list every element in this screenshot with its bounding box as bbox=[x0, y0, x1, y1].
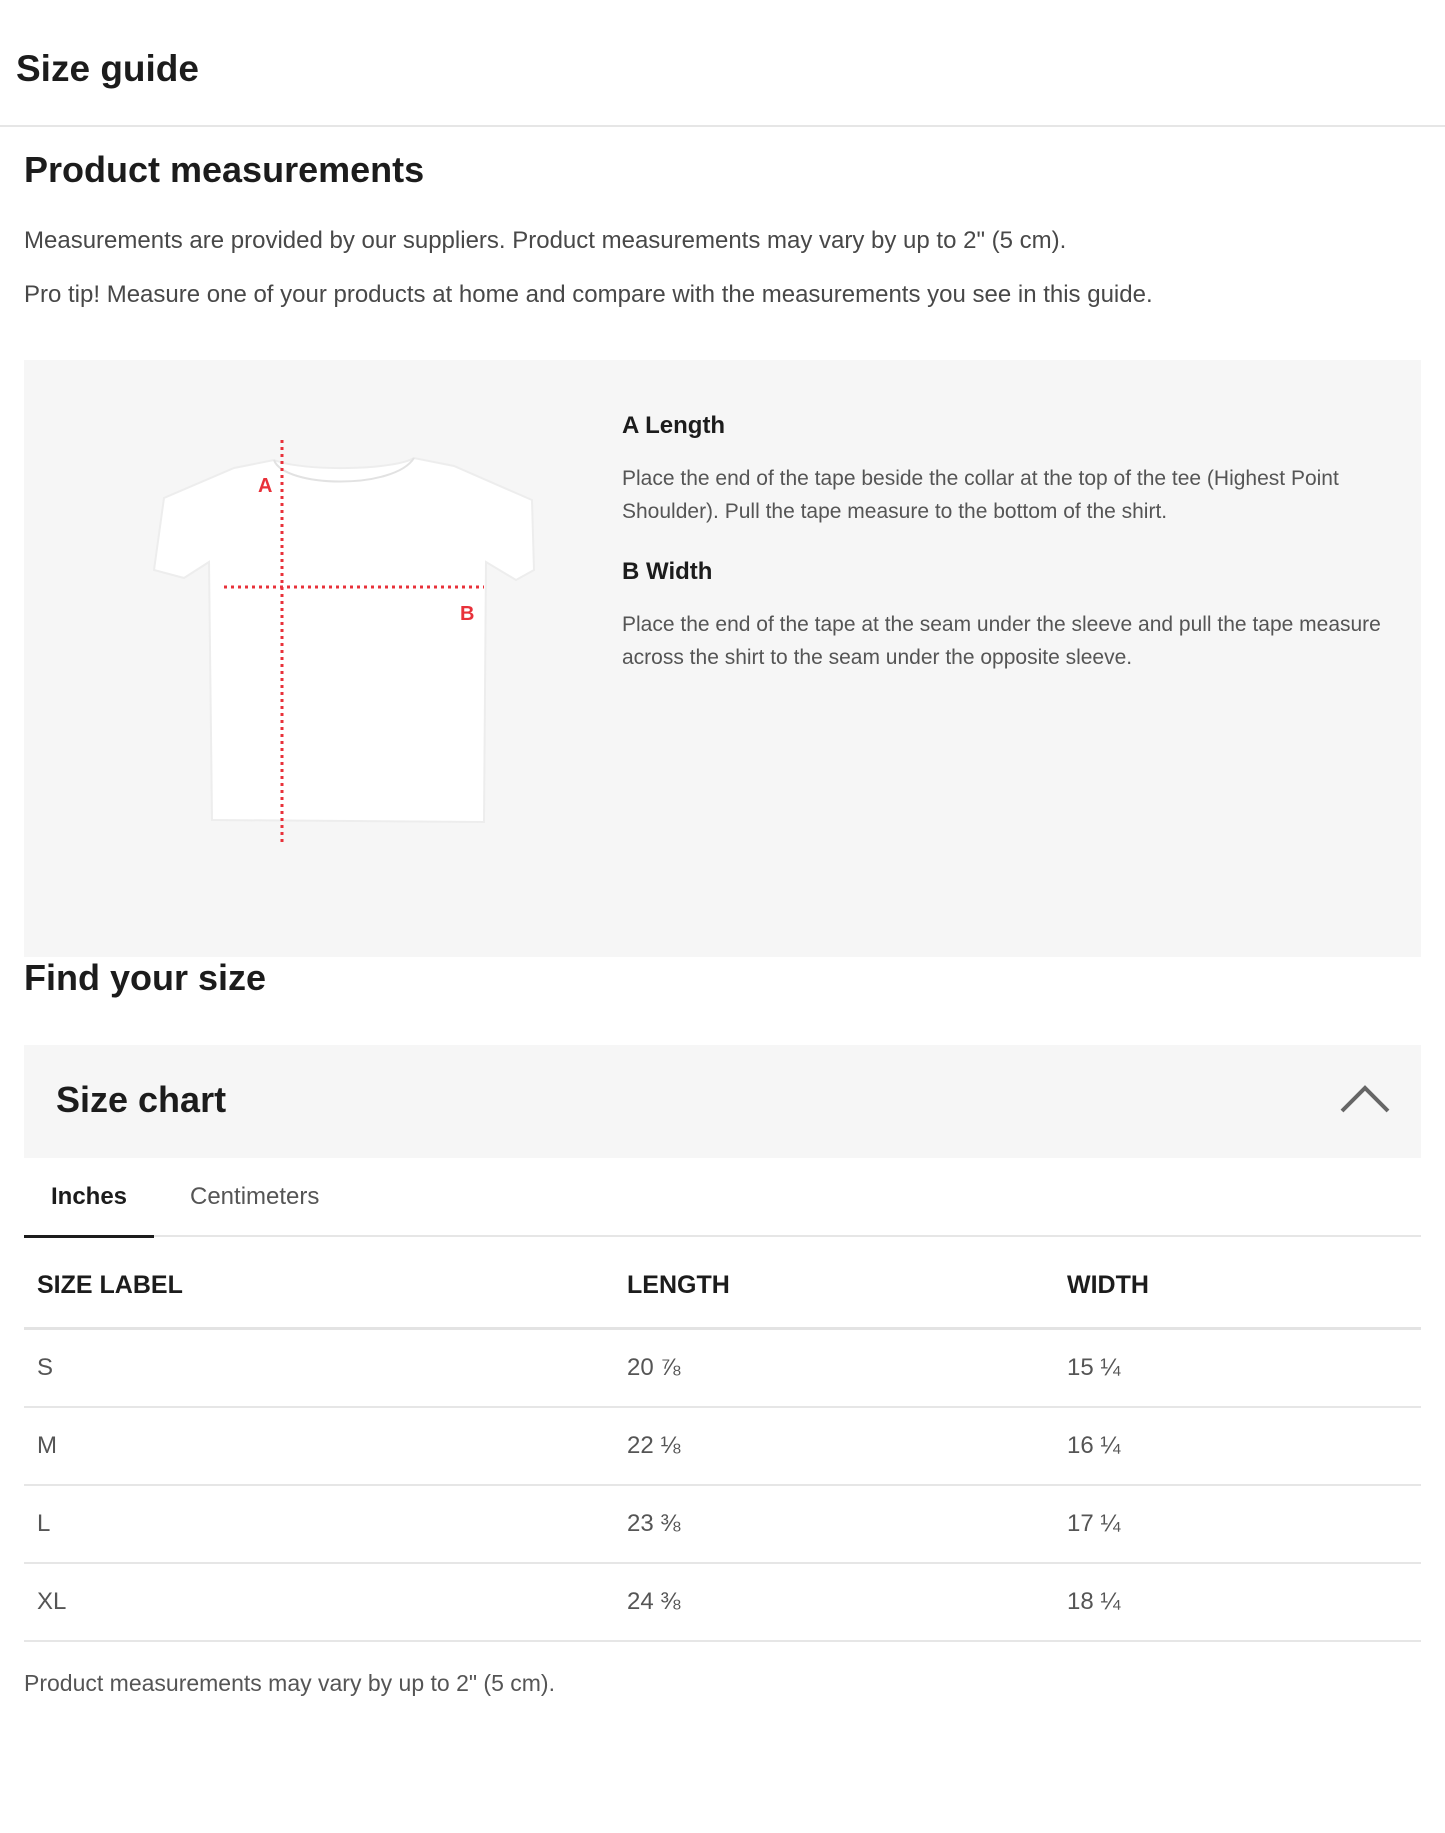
size-chart-title: Size chart bbox=[56, 1079, 227, 1120]
page-header bbox=[0, 0, 1445, 127]
main-content bbox=[0, 127, 1445, 1697]
table-row bbox=[24, 1485, 1421, 1563]
length-cell: 23 ⅜ bbox=[614, 1485, 1054, 1563]
tab-inches[interactable]: Inches bbox=[24, 1183, 154, 1238]
width-description: Place the end of the tape at the seam under the sleeve and pull the tape measure across the shirt to the seam under the opposite sleeve. bbox=[622, 613, 1381, 669]
find-your-size-title: Find your size bbox=[24, 957, 267, 998]
table-row bbox=[24, 1563, 1421, 1641]
marker-a: A bbox=[258, 475, 273, 497]
pro-tip-text: Pro tip! Measure one of your products at home and compare with the measurements you see in this guide. bbox=[24, 281, 1153, 308]
column-header-length: LENGTH bbox=[614, 1243, 1054, 1329]
measurement-diagram-panel bbox=[24, 360, 1421, 957]
length-cell: 22 ⅛ bbox=[614, 1407, 1054, 1485]
table-header-row bbox=[24, 1243, 1421, 1329]
marker-b: B bbox=[460, 603, 475, 625]
page-title: Size guide bbox=[16, 48, 199, 89]
product-measurements-title: Product measurements bbox=[24, 149, 425, 190]
tshirt-silhouette bbox=[154, 458, 534, 822]
size-cell: S bbox=[24, 1329, 614, 1408]
size-cell: M bbox=[24, 1407, 614, 1485]
table-row bbox=[24, 1407, 1421, 1485]
length-heading: A Length bbox=[622, 412, 726, 439]
tshirt-measurement-image bbox=[124, 430, 564, 870]
chevron-up-icon[interactable] bbox=[1339, 1083, 1391, 1115]
length-description: Place the end of the tape beside the collar at the top of the tee (Highest Point Shoulder). Pull the tape measure to the bottom of the shirt. bbox=[622, 467, 1339, 523]
size-table bbox=[24, 1243, 1421, 1642]
column-header-size: SIZE LABEL bbox=[24, 1243, 614, 1329]
length-cell: 20 ⅞ bbox=[614, 1329, 1054, 1408]
size-cell: L bbox=[24, 1485, 614, 1563]
length-cell: 24 ⅜ bbox=[614, 1563, 1054, 1641]
table-row bbox=[24, 1329, 1421, 1408]
unit-tabs bbox=[24, 1158, 1421, 1237]
measurement-instructions bbox=[622, 412, 1382, 674]
size-cell: XL bbox=[24, 1563, 614, 1641]
width-cell: 18 ¼ bbox=[1054, 1563, 1421, 1641]
size-chart-accordion[interactable] bbox=[24, 1045, 1421, 1158]
column-header-width: WIDTH bbox=[1054, 1243, 1421, 1329]
width-cell: 16 ¼ bbox=[1054, 1407, 1421, 1485]
width-cell: 15 ¼ bbox=[1054, 1329, 1421, 1408]
width-heading: B Width bbox=[622, 558, 713, 585]
size-chart-footnote: Product measurements may vary by up to 2" (5 cm). bbox=[24, 1670, 555, 1696]
tab-centimeters[interactable]: Centimeters bbox=[190, 1183, 320, 1210]
intro-text: Measurements are provided by our suppliers. Product measurements may vary by up to 2" (5 cm). bbox=[24, 227, 1067, 254]
width-cell: 17 ¼ bbox=[1054, 1485, 1421, 1563]
